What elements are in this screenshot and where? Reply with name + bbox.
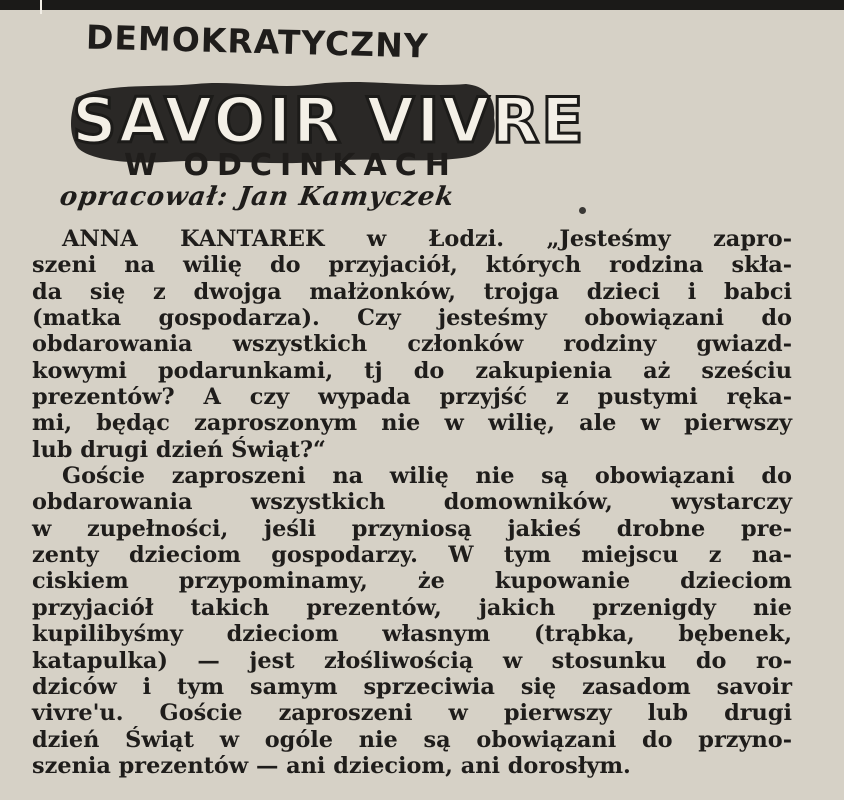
heading-subtitle: W ODCINKACH <box>124 148 458 183</box>
reader-letter <box>32 226 792 463</box>
text-line: mi, będąc zaproszonym nie w wilię, ale w pierwszy <box>32 410 792 437</box>
main-title: SAVOIR VIVRE <box>72 84 586 157</box>
text-line: prezentów? A czy wypada przyjść z pustymi ręka- <box>32 384 792 411</box>
author-credit: opracował: Jan Kamyczek <box>57 182 457 212</box>
text-line: szenia prezentów — ani dzieciom, ani dorosłym. <box>32 752 631 779</box>
article-body <box>32 226 792 779</box>
columnist-answer <box>32 463 792 779</box>
text-line: da się z dwojga małżonków, trojga dzieci i babci <box>32 278 792 305</box>
heading-kicker: DEMOKRATYCZNY <box>85 17 430 66</box>
text-line: w zupełności, jeśli przyniosą jakieś drobne pre- <box>32 515 792 542</box>
column-heading <box>52 17 586 212</box>
text-line: lub drugi dzień Świąt?“ <box>32 436 326 463</box>
text-line: kupilibyśmy dzieciom własnym (trąbka, bębenek, <box>32 621 792 648</box>
text-line: szeni na wilię do przyjaciół, których rodzina skła- <box>32 252 792 279</box>
text-line: zenty dzieciom gospodarzy. W tym miejscu z na- <box>32 542 792 569</box>
text-line: kowymi podarunkami, tj do zakupienia aż sześciu <box>32 357 792 384</box>
text-line: ANNA KANTAREK w Łodzi. „Jesteśmy zapro- <box>62 226 792 252</box>
ink-dot <box>579 207 586 214</box>
text-line: obdarowania wszystkich członków rodziny gwiazd- <box>32 331 792 358</box>
text-line: dziców i tym samym sprzeciwia się zasadom savoir <box>32 673 792 700</box>
text-line: obdarowania wszystkich domowników, wystarczy <box>32 489 792 516</box>
text-line: ciskiem przypominamy, że kupowanie dzieciom <box>32 568 792 595</box>
text-line: Goście zaproszeni na wilię nie są obowiązani do <box>62 463 792 490</box>
text-line: dzień Świąt w ogóle nie są obowiązani do przyno- <box>32 726 792 753</box>
top-border <box>0 0 844 10</box>
text-line: (matka gospodarza). Czy jesteśmy obowiązani do <box>32 305 792 332</box>
text-line: katapulka) — jest złośliwością w stosunku do ro- <box>32 647 792 674</box>
text-line: vivre'u. Goście zaproszeni w pierwszy lub drugi <box>32 700 792 727</box>
text-line: przyjaciół takich prezentów, jakich przenigdy nie <box>32 594 792 621</box>
column-rule <box>40 0 42 14</box>
